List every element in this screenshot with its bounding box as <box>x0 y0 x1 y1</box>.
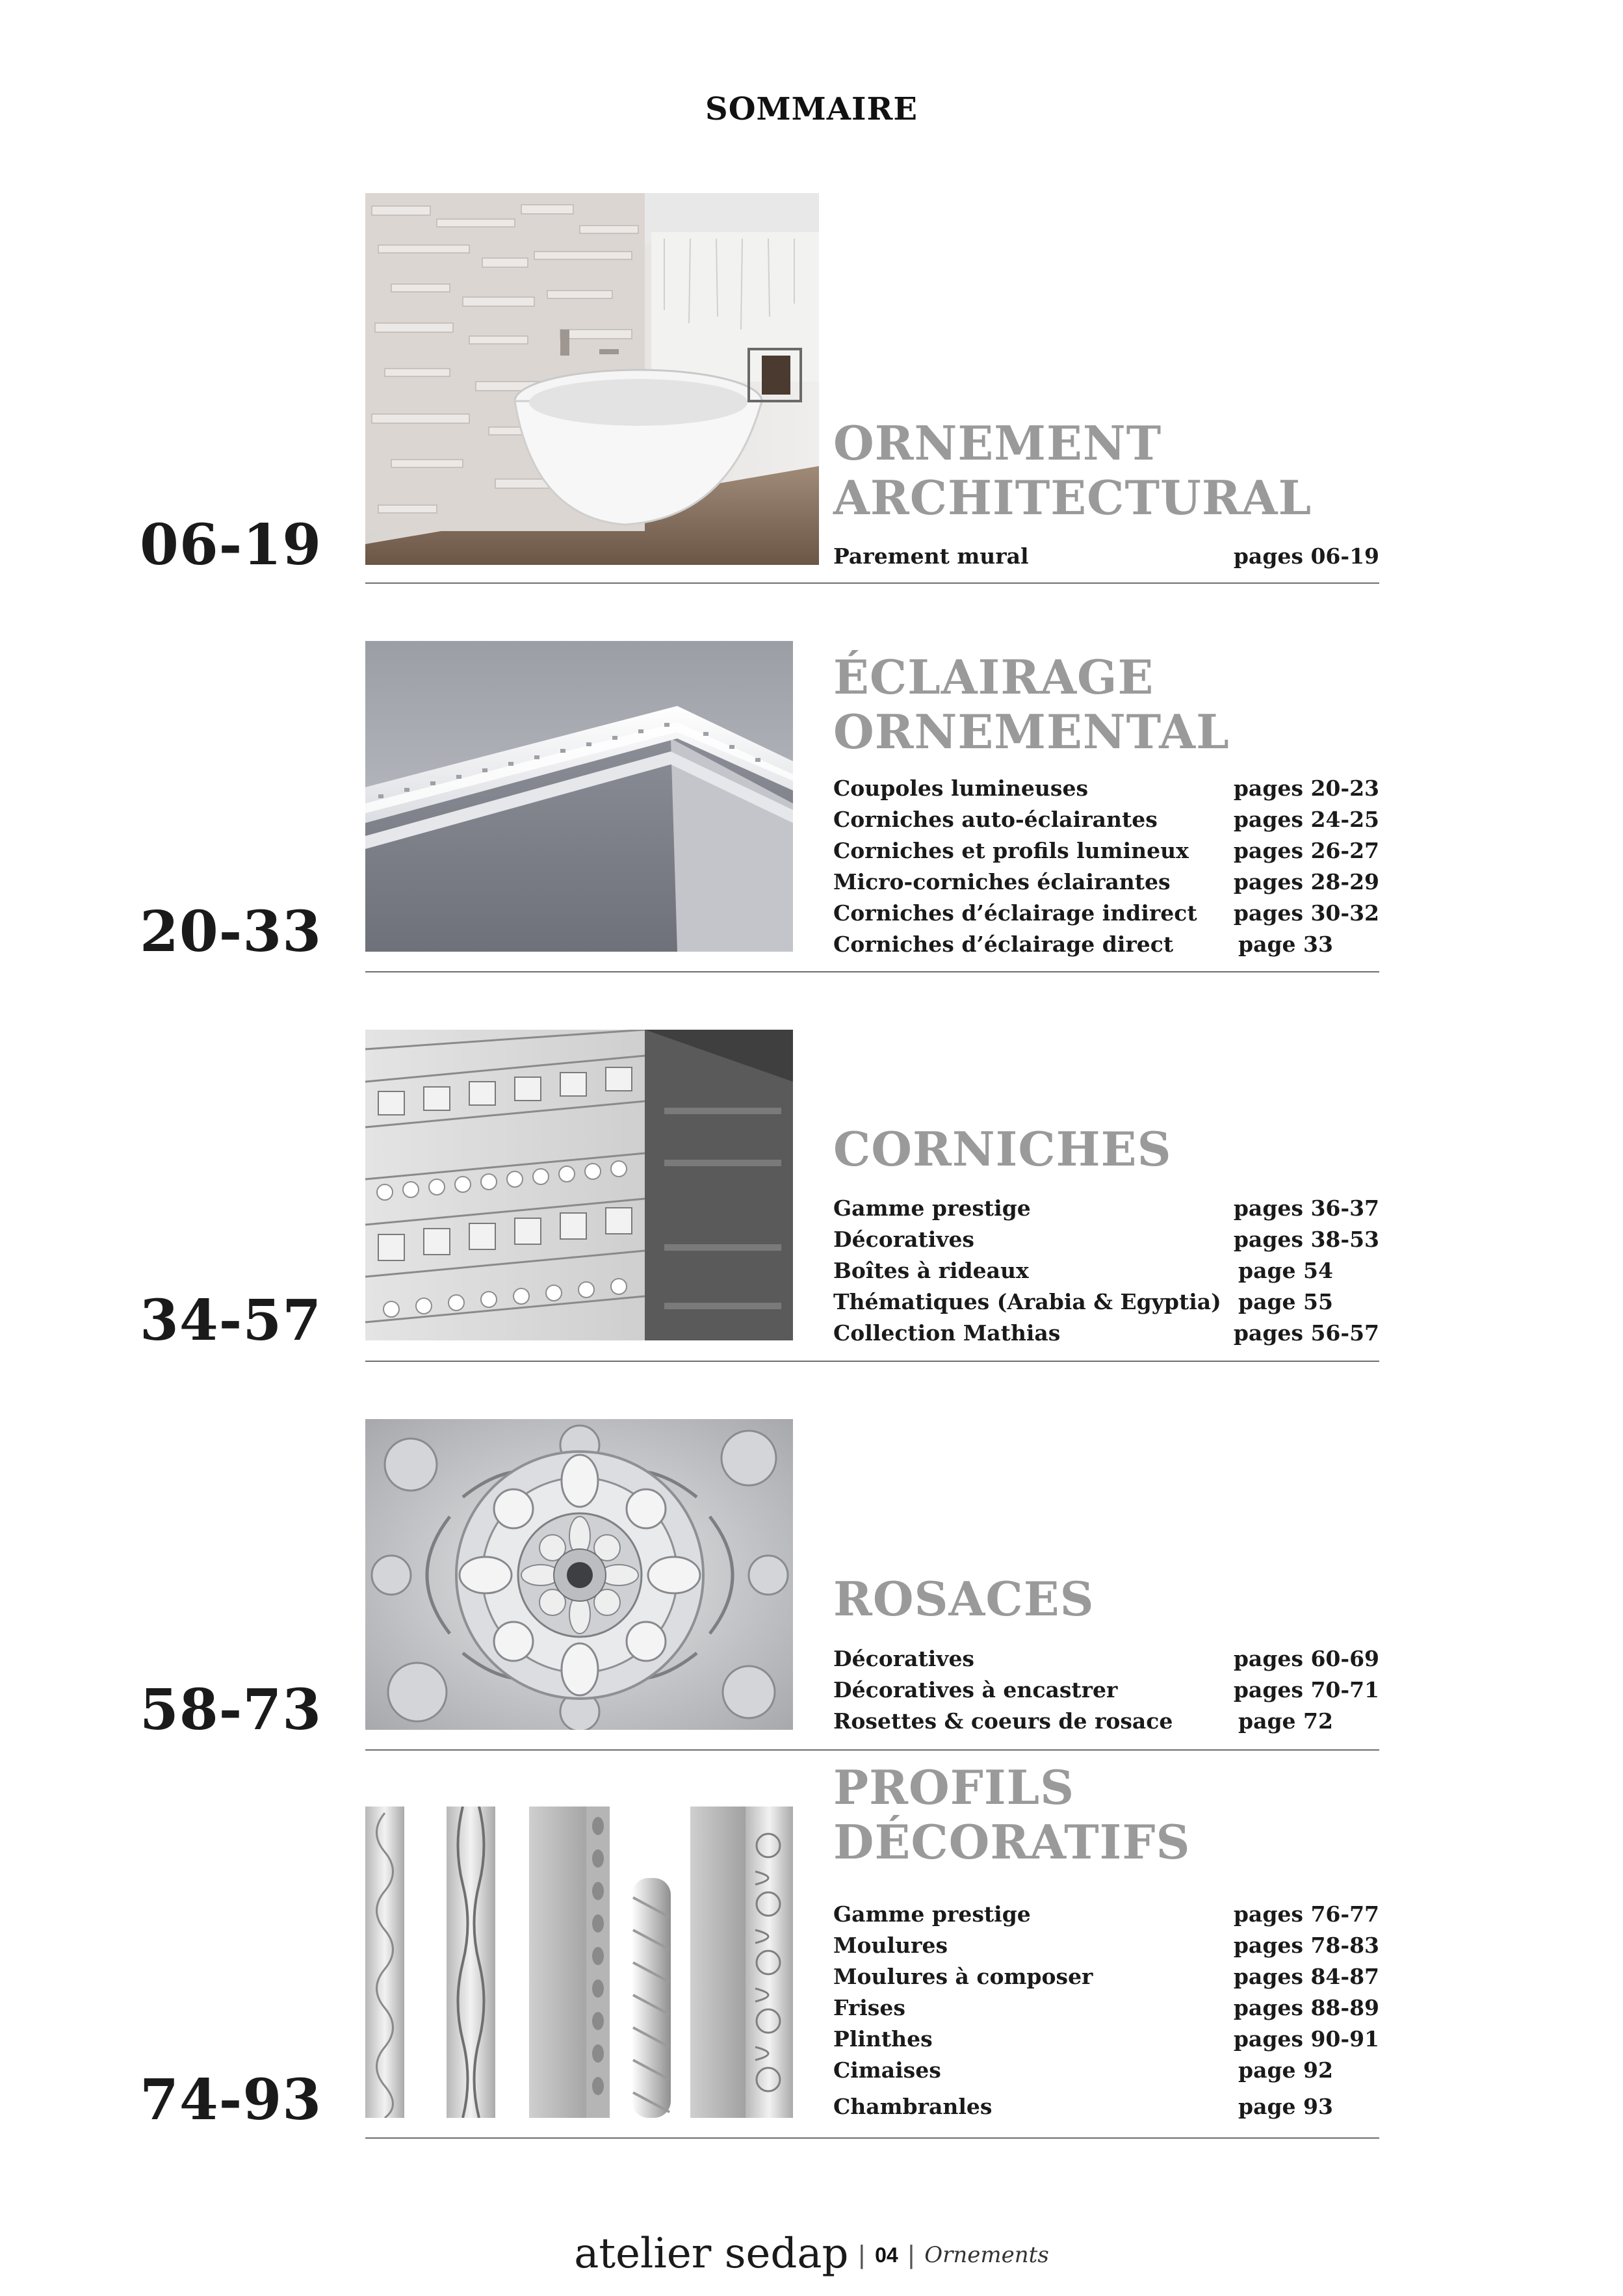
section-heading <box>833 1572 1095 1626</box>
toc-entry-label: Gamme prestige <box>833 1195 1031 1221</box>
toc-entry[interactable] <box>833 1255 1379 1286</box>
toc-entry-label: Rosettes & coeurs de rosace <box>833 1708 1173 1734</box>
toc-entry-pages: pages 06-19 <box>1233 543 1379 569</box>
toc-entry-label: Gamme prestige <box>833 1901 1031 1927</box>
lit-cornice-photo <box>365 641 793 952</box>
toc-entry[interactable] <box>833 1286 1379 1317</box>
toc-entry-label: Plinthes <box>833 2026 933 2052</box>
toc-entry[interactable] <box>833 1992 1379 2023</box>
toc-entry[interactable] <box>833 835 1379 866</box>
section-page-range: 58-73 <box>140 1677 322 1743</box>
toc-entry-label: Corniches d’éclairage indirect <box>833 900 1197 926</box>
toc-entry-pages: page 55 <box>1238 1288 1333 1314</box>
toc-entry[interactable] <box>833 1705 1379 1736</box>
toc-entry[interactable] <box>833 1643 1379 1674</box>
toc-entry-pages: pages 70-71 <box>1233 1676 1379 1702</box>
toc-entry-label: Décoratives <box>833 1645 975 1671</box>
toc-entry-label: Moulures à composer <box>833 1963 1093 1989</box>
toc-entry[interactable] <box>833 1898 1379 1929</box>
toc-entry[interactable] <box>833 1929 1379 1961</box>
decorative-profiles-photo <box>365 1807 793 2118</box>
toc-entry-label: Décoratives <box>833 1226 975 1252</box>
toc-entry-label: Micro-corniches éclairantes <box>833 868 1171 894</box>
toc-entry-pages: pages 60-69 <box>1233 1645 1379 1671</box>
bathroom-stone-wall-photo <box>365 193 819 565</box>
toc-entry-label: Corniches d’éclairage direct <box>833 931 1174 957</box>
page-footer <box>0 2230 1623 2278</box>
toc-entry-label: Chambranles <box>833 2093 993 2119</box>
page-title: SOMMAIRE <box>705 91 918 127</box>
section-divider <box>365 2137 1379 2139</box>
toc-entry-pages: pages 90-91 <box>1233 2026 1379 2052</box>
toc-entry[interactable] <box>833 540 1379 571</box>
section-heading-line: ARCHITECTURAL <box>833 470 1312 525</box>
toc-entry-pages: pages 88-89 <box>1233 1994 1379 2020</box>
toc-entry-label: Décoratives à encastrer <box>833 1676 1118 1702</box>
footer-separator: | <box>907 2241 915 2269</box>
section-heading-line: PROFILS <box>833 1760 1075 1815</box>
toc-entry-pages: pages 30-32 <box>1233 900 1379 926</box>
section-heading <box>833 650 1230 759</box>
toc-entry[interactable] <box>833 928 1379 959</box>
toc-entry[interactable] <box>833 1961 1379 1992</box>
toc-entry-label: Thématiques (Arabia & Egyptia) <box>833 1288 1221 1314</box>
toc-entry-pages: pages 26-27 <box>1233 837 1379 863</box>
section-heading-line: ORNEMENTAL <box>833 704 1230 759</box>
section-heading-line: ORNEMENT <box>833 415 1162 471</box>
toc-entry[interactable] <box>833 897 1379 928</box>
section-divider <box>365 582 1379 584</box>
toc-entry[interactable] <box>833 2091 1379 2122</box>
toc-entry-label: Collection Mathias <box>833 1320 1061 1346</box>
section-heading <box>833 416 1312 525</box>
toc-entry-pages: pages 78-83 <box>1233 1932 1379 1958</box>
toc-entry[interactable] <box>833 1317 1379 1348</box>
toc-entry-label: Frises <box>833 1994 905 2020</box>
section-heading-line: CORNICHES <box>833 1121 1172 1177</box>
brand-name: atelier sedap <box>574 2230 849 2278</box>
section-page-range: 06-19 <box>140 512 322 578</box>
section-entry-list <box>833 1898 1379 2122</box>
toc-entry-pages: pages 36-37 <box>1233 1195 1379 1221</box>
toc-entry[interactable] <box>833 1223 1379 1255</box>
toc-entry-pages: page 33 <box>1238 931 1333 957</box>
ceiling-rosette-photo <box>365 1419 793 1730</box>
toc-entry-pages: page 54 <box>1238 1257 1333 1283</box>
toc-entry-label: Parement mural <box>833 543 1029 569</box>
section-divider <box>365 1361 1379 1362</box>
toc-entry-pages: pages 24-25 <box>1233 806 1379 832</box>
toc-entry[interactable] <box>833 2023 1379 2054</box>
section-page-range: 20-33 <box>140 899 322 965</box>
toc-entry[interactable] <box>833 1674 1379 1705</box>
page-number: 04 <box>875 2243 898 2267</box>
toc-entry-label: Corniches et profils lumineux <box>833 837 1189 863</box>
toc-entry-pages: page 93 <box>1238 2093 1333 2119</box>
toc-entry-label: Cimaises <box>833 2057 941 2083</box>
section-divider <box>365 1749 1379 1751</box>
section-entry-list <box>833 1643 1379 1736</box>
toc-entry-label: Coupoles lumineuses <box>833 775 1089 801</box>
section-page-range: 74-93 <box>140 2067 322 2133</box>
catalog-name: Ornements <box>924 2242 1049 2268</box>
toc-entry-pages: pages 28-29 <box>1233 868 1379 894</box>
ornate-cornice-photo <box>365 1030 793 1340</box>
toc-entry-pages: pages 56-57 <box>1233 1320 1379 1346</box>
toc-entry-pages: page 92 <box>1238 2057 1333 2083</box>
section-divider <box>365 971 1379 972</box>
section-heading <box>833 1122 1172 1177</box>
section-heading-line: ÉCLAIRAGE <box>833 649 1154 705</box>
toc-entry-label: Corniches auto-éclairantes <box>833 806 1158 832</box>
section-page-range: 34-57 <box>140 1288 322 1353</box>
toc-entry[interactable] <box>833 866 1379 897</box>
section-entry-list <box>833 1192 1379 1348</box>
footer-separator: | <box>858 2241 865 2269</box>
toc-entry-pages: pages 38-53 <box>1233 1226 1379 1252</box>
section-heading <box>833 1760 1190 1870</box>
section-heading-line: DÉCORATIFS <box>833 1814 1191 1870</box>
toc-entry-pages: pages 84-87 <box>1233 1963 1379 1989</box>
section-entry-list <box>833 540 1379 571</box>
section-heading-line: ROSACES <box>833 1571 1095 1626</box>
section-entry-list <box>833 772 1379 959</box>
toc-entry[interactable] <box>833 1192 1379 1223</box>
toc-entry-pages: pages 76-77 <box>1233 1901 1379 1927</box>
toc-entry-pages: pages 20-23 <box>1233 775 1379 801</box>
toc-entry[interactable] <box>833 2054 1379 2085</box>
toc-entry-label: Boîtes à rideaux <box>833 1257 1029 1283</box>
toc-entry-label: Moulures <box>833 1932 948 1958</box>
toc-entry-pages: page 72 <box>1238 1708 1333 1734</box>
toc-entry[interactable] <box>833 772 1379 803</box>
toc-entry[interactable] <box>833 803 1379 835</box>
